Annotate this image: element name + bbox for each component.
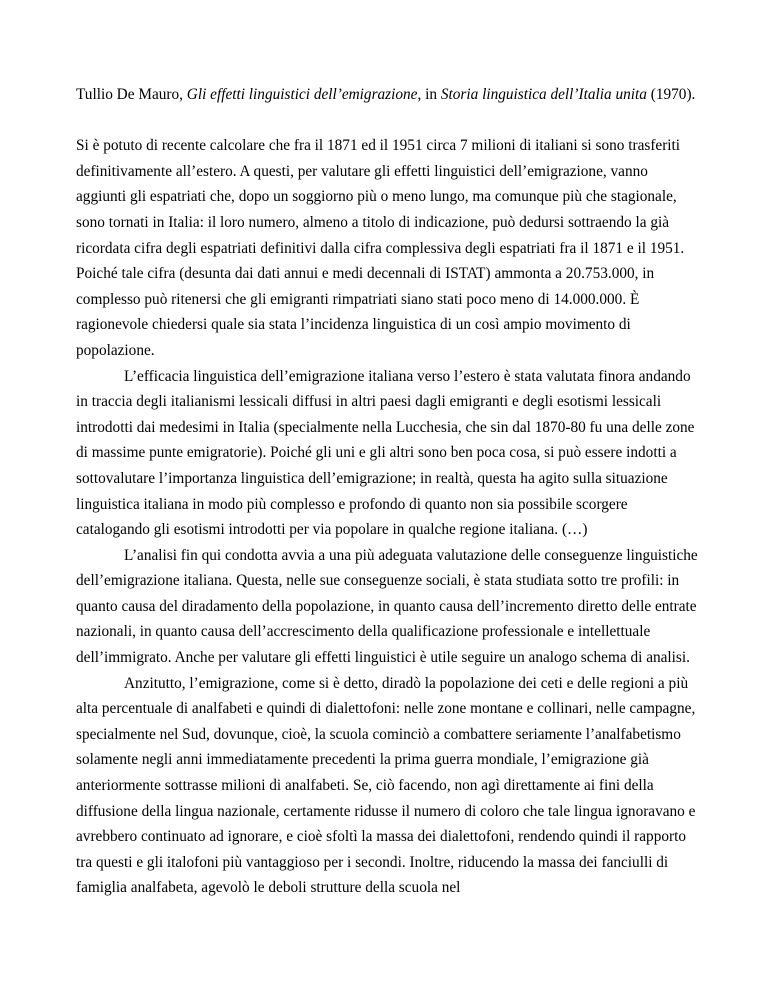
citation-essay-title: Gli effetti linguistici dell’emigrazione [186,86,418,103]
body-paragraph-2: L’efficacia linguistica dell’emigrazione italiana verso l’estero è stata valutata finora andando in traccia degli italianismi lessicali diffusi in altri paesi dagli emigranti e degli esotismi lessicali introdotti dai medesimi in Italia (specialmente nella Lucchesia, che sin dal 1870-80 fu una delle zone di massime punte emigratorie). Poiché gli uni e gli altri sono ben poca cosa, si può essere indotti a sottovalutare l’importanza linguistica dell’emigrazione; in realtà, questa ha agito sulla situazione linguistica italiana in modo più complesso e profondo di quanto non sia possibile scorgere catalogando gli esotismi introdotti per via popolare in qualche regione italiana. (…) [76,367,695,539]
citation-author: Tullio De Mauro, [76,86,187,103]
body-paragraph-4: Anzitutto, l’emigrazione, come si è detto, diradò la popolazione dei ceti e delle regioni a più alta percentuale di analfabeti e quindi di dialettofoni: nelle zone montane e collinari, nelle campagne, specialmente nel Sud, dovunque, cioè, la scuola cominciò a combattere seriamente l’analfabetismo solamente negli anni immediatamente precedenti la prima guerra mondiale, l’emigrazione già anteriormente sottrasse milioni di analfabeti. Se, ciò facendo, non agì direttamente ai fini della diffusione della lingua nazionale, certamente ridusse il numero di coloro che tale lingua ignoravano e avrebbero continuato ad ignorare, e cioè sfoltì la massa dei dialettofoni, rendendo quindi il rapporto tra questi e gli italofoni più vantaggioso per i secondi. Inoltre, riducendo la massa dei fanciulli di famiglia analfabeta, agevolò le deboli strutture della scuola nel [76,674,696,897]
citation [76,82,698,108]
citation-book-title: Storia linguistica dell’Italia unita [440,86,647,103]
body-paragraph-1: Si è potuto di recente calcolare che fra il 1871 ed il 1951 circa 7 milioni di italiani si sono trasferiti definitivamente all’estero. A questi, per valutare gli effetti linguistici dell’emigrazione, vanno aggiunti gli espatriati che, dopo un soggiorno più o meno lungo, ma comunque più che stagionale, sono tornati in Italia: il loro numero, almeno a titolo di indicazione, può dedursi sottraendo la già ricordata cifra degli espatriati definitivi dalla cifra complessiva degli espatriati fra il 1871 e il 1951. Poiché tale cifra (desunta dai dati annui e medi decennali di ISTAT) ammonta a 20.753.000, in complesso può ritenersi che gli emigranti rimpatriati siano stati poco meno di 14.000.000. È ragionevole chiedersi quale sia stata l’incidenza linguistica di un così ampio movimento di popolazione. [76,137,685,359]
citation-year: (1970). [646,86,696,103]
document-page [76,82,698,901]
citation-connector: , in [417,86,441,103]
body-paragraph-3: L’analisi fin qui condotta avvia a una più adeguata valutazione delle conseguenze linguistiche dell’emigrazione italiana. Questa, nelle sue conseguenze sociali, è stata studiata sotto tre profili: in quanto causa del diradamento della popolazione, in quanto causa dell’incremento diretto delle entrate nazionali, in quanto causa dell’accrescimento della qualificazione professionale e intellettuale dell’immigrato. Anche per valutare gli effetti linguistici è utile seguire un analogo schema di analisi. [76,546,698,667]
